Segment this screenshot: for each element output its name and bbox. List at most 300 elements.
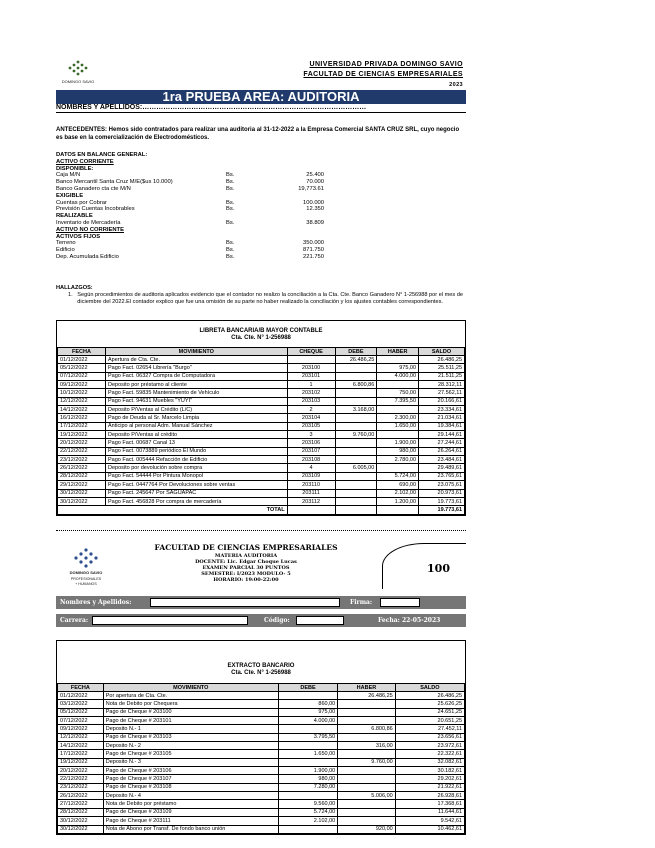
table-cell: 25.511,25	[419, 364, 465, 372]
table-row	[58, 733, 465, 741]
table-cell: 19/12/2022	[58, 431, 106, 439]
table-cell: Pago Fact. 456828 Por compra de mercadería	[106, 497, 288, 505]
table-cell: Pago de Cheque # 203108	[103, 783, 278, 791]
table-cell: 20/12/2022	[58, 767, 104, 775]
table-cell: 17/12/2022	[58, 422, 106, 430]
extracto-body	[58, 692, 465, 834]
exam-docente: DOCENTE: Lic. Edgar Choque Lucas	[195, 558, 297, 565]
svg-text:+ HUMANOS: + HUMANOS	[75, 582, 97, 586]
extracto-header-row	[58, 684, 465, 692]
table-cell: 1.200,00	[377, 497, 419, 505]
table-row	[58, 775, 465, 783]
table-cell	[278, 758, 337, 766]
table-cell	[335, 439, 377, 447]
table-cell: 203107	[287, 447, 335, 455]
table-cell: Pago Fact. 54444 Por Pintura Monopol	[106, 472, 288, 480]
table-row	[58, 464, 465, 472]
table-cell: Nota de Debito por préstamo	[103, 800, 278, 808]
column-header: MOVIMIENTO	[106, 348, 288, 356]
exam-materia: MATERIA AUDITORIA	[214, 552, 278, 559]
table-cell: 22/12/2022	[58, 447, 106, 455]
realizable-list	[56, 220, 346, 227]
table-cell: Pago Fact. 94631 Muebles "YUYI"	[106, 397, 288, 405]
table-cell: 11.644,61	[395, 808, 464, 816]
table-cell: 1.900,00	[377, 439, 419, 447]
table-cell	[335, 397, 377, 405]
balance-amount: 350.000	[303, 240, 324, 247]
balance-amount: 12.350	[306, 206, 324, 213]
table-cell: 26.486,25	[338, 692, 395, 700]
table-cell: 2.102,00	[278, 817, 337, 825]
table-cell: 27.452,11	[395, 725, 464, 733]
balance-row	[56, 179, 346, 186]
table-cell: 20.651,25	[395, 717, 464, 725]
table-cell: Deposito por devolución sobre compra	[106, 464, 288, 472]
table-cell: 20.166,61	[419, 397, 465, 405]
table-cell	[338, 700, 395, 708]
balance-amount: 19,773.61	[298, 185, 324, 192]
activo-corriente-heading: ACTIVO CORRIENTE	[56, 158, 114, 165]
svg-text:DOMINGO SAVIO: DOMINGO SAVIO	[69, 570, 103, 575]
table-cell: 860,00	[278, 700, 337, 708]
table-row	[58, 497, 465, 505]
table-cell: 26/12/2022	[58, 792, 104, 800]
table-cell: 1.650,00	[377, 422, 419, 430]
table-cell: 203100	[287, 364, 335, 372]
libreta-caption	[57, 321, 465, 347]
table-row	[58, 708, 465, 716]
table-cell: 25.626,25	[395, 700, 464, 708]
table-cell: 975,00	[377, 364, 419, 372]
table-row	[58, 750, 465, 758]
table-cell: Nota de Abono por Transf. De fondo banco unión	[103, 825, 278, 833]
table-row	[58, 489, 465, 497]
table-cell: 2.102,00	[377, 489, 419, 497]
balance-account: Caja M/N	[56, 172, 81, 179]
table-cell	[338, 750, 395, 758]
table-cell	[338, 775, 395, 783]
table-row	[58, 439, 465, 447]
column-header: DEBE	[278, 684, 337, 692]
disponible-heading: DISPONIBLE:	[56, 165, 94, 172]
table-cell: Pago de Cheque # 203107	[103, 775, 278, 783]
table-cell: Deposito N.- 3	[103, 758, 278, 766]
antecedentes-text: ANTECEDENTES: Hemos sido contratados para realizar una auditoria al 31-12-2022 a la Empresa Comercial SANTA CRUZ SRL, cuyo negocio es base en la comercialización de Electrodomésticos.	[56, 127, 460, 141]
table-cell	[338, 800, 395, 808]
libreta-header-row	[58, 348, 465, 356]
table-row	[58, 431, 465, 439]
table-row	[58, 800, 465, 808]
balance-row	[56, 220, 346, 227]
activo-no-corriente-heading: ACTIVO NO CORRIENTE	[56, 226, 124, 233]
table-cell: 07/12/2022	[58, 372, 106, 380]
table-cell: 27/12/2022	[58, 800, 104, 808]
table-row	[58, 767, 465, 775]
table-row	[58, 364, 465, 372]
balance-account: Inventario de Mercadería	[56, 219, 121, 226]
table-cell: 01/12/2022	[58, 356, 106, 364]
nombres-input[interactable]	[150, 598, 340, 607]
libreta-table	[57, 347, 465, 515]
table-cell: 23.484,61	[419, 456, 465, 464]
table-cell: 22/12/2022	[58, 775, 104, 783]
table-cell: 14/12/2022	[58, 742, 104, 750]
table-cell: 9.542,61	[395, 817, 464, 825]
table-cell: Pago Fact. 59835 Mantenimiento de Vehículo	[106, 389, 288, 397]
carrera-label: Carrera:	[60, 617, 89, 624]
total-value: 19.773,61	[419, 506, 465, 514]
table-cell: 9.760,00	[335, 431, 377, 439]
balance-currency: Bs.	[226, 185, 235, 192]
balance-currency: Bs.	[226, 172, 235, 179]
separator	[56, 530, 466, 531]
table-cell: 4.000,00	[278, 717, 337, 725]
balance-amount: 38.809	[306, 219, 324, 226]
names-field[interactable]: NOMBRES Y APELLIDOS:……………………………………………………………………………………	[56, 104, 466, 113]
table-cell	[377, 431, 419, 439]
extracto-caption	[57, 641, 465, 683]
table-cell: 23/12/2022	[58, 456, 106, 464]
exam-horario: HORARIO: 19:00-22:00	[213, 576, 279, 583]
table-cell: 750,00	[377, 389, 419, 397]
table-cell	[338, 767, 395, 775]
table-cell: 30/12/2022	[58, 497, 106, 505]
table-cell: 6.800,86	[338, 725, 395, 733]
firma-label: Firma:	[350, 599, 373, 606]
table-row	[58, 817, 465, 825]
table-cell	[377, 464, 419, 472]
table-cell	[335, 456, 377, 464]
table-cell: 28/12/2022	[58, 808, 104, 816]
nombres-label: Nombres y Apellidos:	[60, 599, 132, 606]
score-value: 100	[427, 562, 450, 575]
table-row	[58, 406, 465, 414]
column-header: HABER	[377, 348, 419, 356]
table-cell: 26.486,25	[335, 356, 377, 364]
table-cell: 690,00	[377, 481, 419, 489]
balance-account: Dep. Acumulada Edificio	[56, 253, 119, 260]
table-cell: 22.322,61	[395, 750, 464, 758]
column-header: HABER	[338, 684, 395, 692]
exam-semestre: SEMESTRE: I/2023 MODULO- 5	[201, 570, 291, 577]
table-cell: Apertura de Cta. Cte.	[106, 356, 288, 364]
extracto-table-box	[56, 640, 466, 835]
table-cell	[377, 381, 419, 389]
table-cell: 12/12/2022	[58, 733, 104, 741]
university-header	[303, 60, 463, 90]
total-row	[58, 506, 465, 514]
table-cell: 26.928,61	[395, 792, 464, 800]
table-cell	[338, 817, 395, 825]
table-row	[58, 792, 465, 800]
balance-currency: Bs.	[226, 219, 235, 226]
balance-row	[56, 172, 346, 179]
table-cell: 26.486,25	[419, 356, 465, 364]
table-cell	[338, 783, 395, 791]
table-cell: Pago Fact. 0073889 periódico El Mundo	[106, 447, 288, 455]
table-cell	[278, 692, 337, 700]
extracto-title: EXTRACTO BANCARIO	[227, 663, 295, 669]
table-cell: 2.780,00	[377, 456, 419, 464]
table-cell: Pago de Cheque # 203111	[103, 817, 278, 825]
table-cell: 203104	[287, 414, 335, 422]
table-cell	[335, 472, 377, 480]
score-box	[382, 543, 466, 589]
balance-account: Banco Ganadero cta cte M/N	[56, 185, 131, 192]
table-cell	[335, 364, 377, 372]
balance-amount: 221.750	[303, 253, 324, 260]
firma-input[interactable]	[380, 598, 420, 607]
table-cell	[377, 506, 419, 514]
table-cell: 07/12/2022	[58, 717, 104, 725]
year: 2023	[449, 82, 463, 88]
table-cell	[338, 808, 395, 816]
codigo-input[interactable]	[296, 616, 344, 625]
table-cell: 3.795,50	[278, 733, 337, 741]
table-cell: Nota de Debito por Chequera	[103, 700, 278, 708]
table-cell: 16/12/2022	[58, 414, 106, 422]
table-cell: 27.562,11	[419, 389, 465, 397]
table-cell: Anticipo al personal Adm. Manual Sánchez	[106, 422, 288, 430]
table-cell: 2.300,00	[377, 414, 419, 422]
table-cell: 20.973,61	[419, 489, 465, 497]
table-cell	[338, 733, 395, 741]
table-row	[58, 456, 465, 464]
table-row	[58, 725, 465, 733]
table-cell: 7.395,50	[377, 397, 419, 405]
balance-amount: 25.400	[306, 172, 324, 179]
table-cell: Deposito N.- 4	[103, 792, 278, 800]
exam-type: EXAMEN PARCIAL 30 PUNTOS	[202, 564, 290, 571]
codigo-label: Código:	[264, 617, 290, 624]
table-row	[58, 472, 465, 480]
carrera-input[interactable]	[92, 616, 248, 625]
column-header: FECHA	[58, 684, 104, 692]
table-cell: 1	[287, 381, 335, 389]
table-cell: 203102	[287, 389, 335, 397]
balance-row	[56, 247, 346, 254]
table-cell: 21.511,25	[419, 372, 465, 380]
table-cell: 4	[287, 464, 335, 472]
balance-currency: Bs.	[226, 199, 235, 206]
table-cell: Pago Fact. 00687 Canal 13	[106, 439, 288, 447]
table-cell	[377, 356, 419, 364]
balance-row	[56, 200, 346, 207]
table-row	[58, 825, 465, 833]
table-cell: 980,00	[377, 447, 419, 455]
table-row	[58, 356, 465, 364]
table-cell: 19.384,61	[419, 422, 465, 430]
balance-row	[56, 186, 346, 193]
table-row	[58, 758, 465, 766]
table-row	[58, 808, 465, 816]
balance-currency: Bs.	[226, 240, 235, 247]
balance-account: Banco Mercantil Santa Cruz M/E($us 10.000)	[56, 179, 173, 186]
faculty-logo	[60, 546, 112, 588]
table-row	[58, 692, 465, 700]
table-cell: 316,00	[338, 742, 395, 750]
table-cell: Pago de Cheque # 203109	[103, 808, 278, 816]
realizable-heading: REALIZABLE	[56, 213, 93, 220]
table-cell: 19.773,61	[419, 497, 465, 505]
balance-row	[56, 240, 346, 247]
table-cell: 19/12/2022	[58, 758, 104, 766]
table-cell: Pago de Cheque # 203100	[103, 708, 278, 716]
table-row	[58, 381, 465, 389]
balance-currency: Bs.	[226, 247, 235, 254]
table-cell	[338, 708, 395, 716]
balance-amount: 100.000	[303, 199, 324, 206]
table-cell: 23/12/2022	[58, 783, 104, 791]
table-cell: 26/12/2022	[58, 464, 106, 472]
table-cell: 10/12/2022	[58, 389, 106, 397]
table-cell: 10.462,61	[395, 825, 464, 833]
balance-amount: 871.750	[303, 247, 324, 254]
table-cell: Por apertura de Cta. Cte.	[103, 692, 278, 700]
libreta-table-box	[56, 320, 466, 516]
exigible-heading: EXIGIBLE	[56, 192, 84, 199]
table-row	[58, 397, 465, 405]
table-cell: Pago de Deuda al Sr. Marcelo Limpia	[106, 414, 288, 422]
table-cell: 24.651,25	[395, 708, 464, 716]
table-cell: Deposito por préstamo al cliente	[106, 381, 288, 389]
table-cell: 30/12/2022	[58, 489, 106, 497]
table-cell: 203106	[287, 439, 335, 447]
hallazgo-number: 1.	[68, 292, 73, 298]
balance-account: Edificio	[56, 247, 75, 254]
balance-row	[56, 206, 346, 213]
exam-header	[126, 544, 366, 583]
table-cell: 32.082,61	[395, 758, 464, 766]
activos-fijos-list	[56, 240, 346, 260]
table-row	[58, 422, 465, 430]
table-cell: 01/12/2022	[58, 692, 104, 700]
table-cell: 29.489,61	[419, 464, 465, 472]
table-cell: 980,00	[278, 775, 337, 783]
balance-account: Cuentas por Cobrar	[56, 199, 107, 206]
table-cell: 203110	[287, 481, 335, 489]
extracto-table	[57, 683, 465, 834]
column-header: SALDO	[419, 348, 465, 356]
table-cell: 203101	[287, 372, 335, 380]
table-cell	[338, 717, 395, 725]
table-cell: Pago Fact. 005444 Refacción de Edificio	[106, 456, 288, 464]
table-cell: 3.168,00	[335, 406, 377, 414]
table-cell: 30/12/2022	[58, 817, 104, 825]
table-cell: 28.312,11	[419, 381, 465, 389]
table-cell: 23.334,61	[419, 406, 465, 414]
table-cell: 12/12/2022	[58, 397, 106, 405]
table-cell	[335, 481, 377, 489]
page-title: 1ra PRUEBA AREA: AUDITORIA	[56, 90, 466, 104]
table-cell: 203112	[287, 497, 335, 505]
university-name: UNIVERSIDAD PRIVADA DOMINGO SAVIO	[309, 61, 463, 68]
table-cell	[278, 825, 337, 833]
table-cell: 17/12/2022	[58, 750, 104, 758]
table-cell	[377, 406, 419, 414]
libreta-subtitle: Cta. Cte. N° 1-256988	[231, 335, 291, 341]
table-row	[58, 783, 465, 791]
table-cell: 203105	[287, 422, 335, 430]
table-cell: 203103	[287, 397, 335, 405]
table-cell: 26.486,25	[395, 692, 464, 700]
table-cell	[335, 489, 377, 497]
table-cell: 23.765,61	[419, 472, 465, 480]
table-row	[58, 372, 465, 380]
table-cell: 23.972,61	[395, 742, 464, 750]
exigible-list	[56, 200, 346, 214]
university-logo	[56, 58, 100, 86]
table-cell: 3	[287, 431, 335, 439]
svg-text:PROFESIONALES: PROFESIONALES	[70, 577, 102, 581]
balance-data	[56, 152, 346, 261]
table-cell: 30.182,61	[395, 767, 464, 775]
table-cell: 21.922,61	[395, 783, 464, 791]
table-cell: 14/12/2022	[58, 406, 106, 414]
table-row	[58, 717, 465, 725]
table-cell: Deposito N.- 2	[103, 742, 278, 750]
libreta-body	[58, 356, 465, 515]
table-cell: 20/12/2022	[58, 439, 106, 447]
table-cell: Pago de Cheque # 203103	[103, 733, 278, 741]
table-cell: 7.280,00	[278, 783, 337, 791]
table-cell	[335, 422, 377, 430]
table-cell	[335, 372, 377, 380]
table-cell	[278, 725, 337, 733]
table-cell: 203109	[287, 472, 335, 480]
balance-currency: Bs.	[226, 179, 235, 186]
table-cell: 5.724,00	[377, 472, 419, 480]
table-cell: 27.244,61	[419, 439, 465, 447]
table-cell: 09/12/2022	[58, 381, 106, 389]
column-header: CHEQUE	[287, 348, 335, 356]
table-cell: 1.900,00	[278, 767, 337, 775]
libreta-title: LIBRETA BANCARIA/B MAYOR CONTABLE	[199, 328, 323, 334]
hallazgo-text: Según procedimientos de auditoria aplicados evidencio que el contador no realizo la conciliación a la Cta. Cte. Banco Ganadero N° 1-256988 por el mes de diciembre del 2022.El contador explico que fue una omisión de su parte no haber realizado la conciliación y los ajustes contables correspondientes.	[77, 292, 463, 305]
table-cell	[335, 506, 377, 514]
hallazgos-title: HALLAZGOS:	[56, 285, 93, 291]
balance-amount: 70.000	[306, 179, 324, 186]
table-cell: 17.368,61	[395, 800, 464, 808]
table-cell	[335, 389, 377, 397]
table-cell: 2	[287, 406, 335, 414]
table-cell: Pago de Cheque # 203101	[103, 717, 278, 725]
balance-row	[56, 254, 346, 261]
table-cell: 4.000,00	[377, 372, 419, 380]
table-cell	[335, 497, 377, 505]
table-cell: Pago de Cheque # 203105	[103, 750, 278, 758]
balance-title: DATOS EN BALANCE GENERAL:	[56, 152, 148, 158]
table-row	[58, 742, 465, 750]
table-cell: 03/12/2022	[58, 700, 104, 708]
column-header: FECHA	[58, 348, 106, 356]
table-row	[58, 389, 465, 397]
table-cell: 203108	[287, 456, 335, 464]
table-cell: 30/12/2022	[58, 825, 104, 833]
table-cell: 29/12/2022	[58, 481, 106, 489]
exam-faculty: FACULTAD DE CIENCIAS EMPRESARIALES	[154, 543, 338, 552]
table-row	[58, 414, 465, 422]
table-cell: 6.800,86	[335, 381, 377, 389]
table-cell: Pago Fact. 0447764 Por Devoluciones sobre ventas	[106, 481, 288, 489]
svg-text:DOMINGO SAVIO: DOMINGO SAVIO	[61, 79, 95, 84]
balance-currency: Bs.	[226, 253, 235, 260]
balance-account: Terreno	[56, 240, 76, 247]
faculty-name: FACULTAD DE CIENCIAS EMPRESARIALES	[303, 71, 463, 78]
table-cell: 21.034,61	[419, 414, 465, 422]
column-header: SALDO	[395, 684, 464, 692]
table-cell: 05/12/2022	[58, 708, 104, 716]
